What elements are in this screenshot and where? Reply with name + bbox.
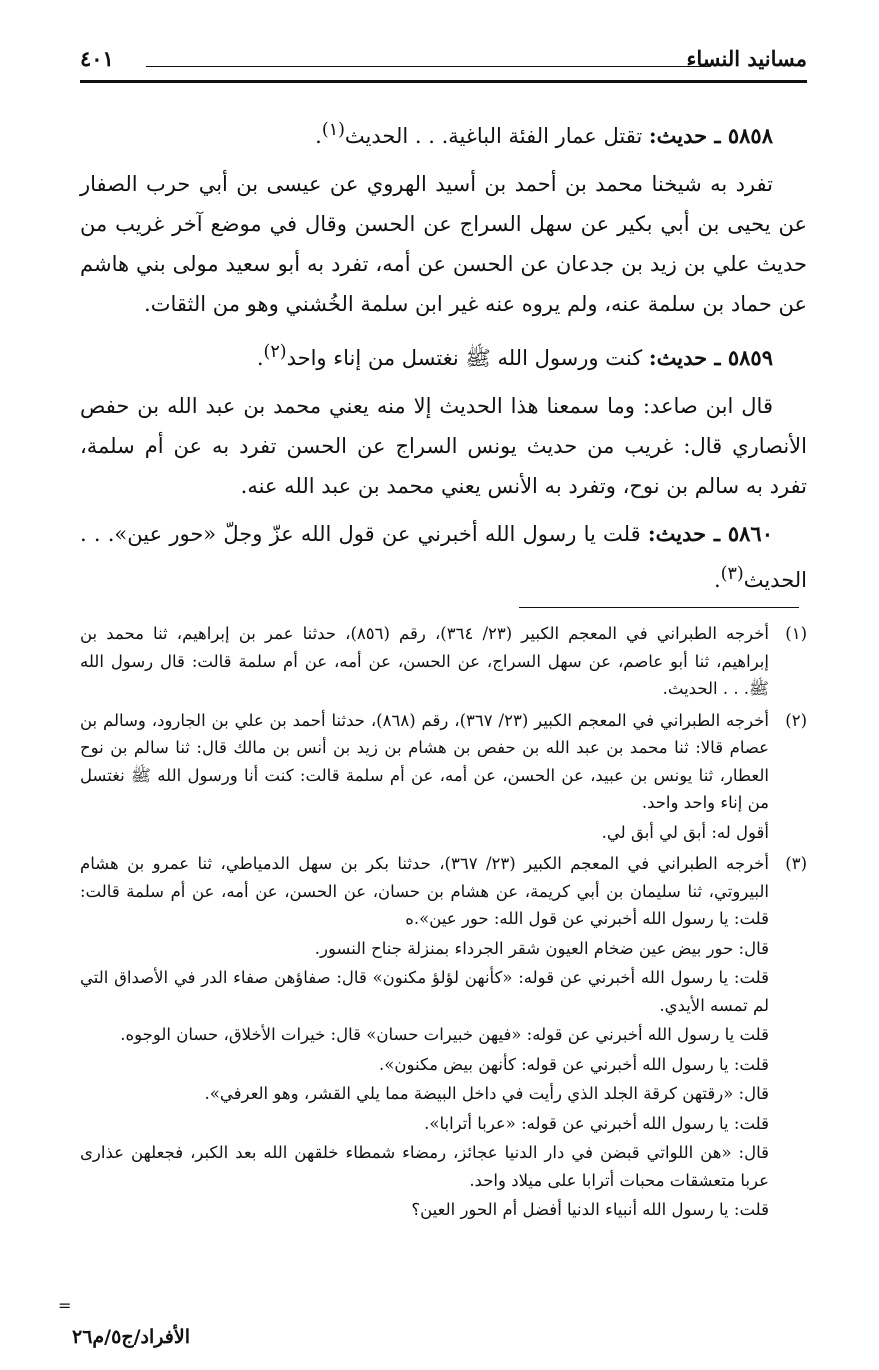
footnote-line: قلت: يا رسول الله أنبياء الدنيا أفضل أم الحور العين؟ [411,1200,769,1219]
commentary-5859: قال ابن صاعد: وما سمعنا هذا الحديث إلا منه يعني محمد بن عبد الله بن حفص الأنصاري قال: غريب من حديث يونس السراج عن الحسن تفرد به عن أم سلمة، تفرد به سالم بن نوح، وتفرد به الأنس يعني محمد بن عبد الله عنه. [80,394,807,498]
footnote-number: (٢) [785,710,807,730]
footnote-line: قال: «رقتهن كرقة الجلد الذي رأيت في داخل البيضة مما يلي القشر، وهو العرفي». [204,1084,769,1103]
footnote-text: أخرجه الطبراني في المعجم الكبير (٢٣/ ٣٦٧)، حدثنا بكر بن سهل الدمياطي، ثنا عمرو بن هشام البيروتي، ثنا سليمان بن أبي كريمة، عن هشام بن حسان، عن الحسن، عن أمه، عن أم سلمة قالت: قلت: يا رسول الله أخبرني عن قول الله: حور عين».ه [80,854,769,928]
header-title: مسانيد النساء [686,46,807,71]
footnote-note: أقول له: أبق لي أبق لي. [601,822,769,842]
running-header [80,42,807,76]
commentary-5858: تفرد به شيخنا محمد بن أحمد بن أسيد الهروي عن عيسى بن أبي حرب الصفار عن يحيى بن أبي بكير عن سهل السراج عن الحسن وقال في موضع آخر غريب من حديث علي بن زيد بن جدعان عن الحسن عن أمه، تفرد به أبو سعيد مولى بني هاشم عن حماد بن سلمة عنه، ولم يروه عنه غير ابن سلمة الخُشني وهو من الثقات. [80,172,807,316]
hadith-text: كنت ورسول الله ﷺ نغتسل من إناء واحد [286,346,649,370]
hadith-5860: ٥٨٦٠ ـ حديث: قلت يا رسول الله أخبرني عن قول الله عزّ وجلّ «حور عين». . . الحديث$^{(٣)}$. [80,521,807,592]
hadith-5858: ٥٨٥٨ ـ حديث: تقتل عمار الفئة الباغية. . . الحديث$^{(١)}$. [315,120,773,148]
footnote-line: قال: حور بيض عين ضخام العيون شقر الجرداء بمنزلة جناح النسور. [314,938,769,958]
footnote-number: (١) [785,624,807,643]
footnote-ref: (٣) [720,564,744,584]
hadith-label: ٥٨٥٩ ـ حديث: [648,345,773,370]
footnote-ref: (١) [321,120,345,140]
footnote-3 [80,850,807,1224]
footnote-line: قلت: يا رسول الله أخبرني عن قوله: «عربا أترابا». [424,1113,769,1133]
footnote-ref: (٢) [263,342,287,362]
footnote-line: قلت: يا رسول الله أخبرني عن قوله: كأنهن بيض مكنون». [379,1054,769,1074]
footnote-number: (٣) [785,854,807,873]
hadith-text: قلت يا رسول الله أخبرني عن قول الله عزّ وجلّ «حور عين». . . الحديث [80,522,807,592]
footnote-line: قال: «هن اللواتي قبضن في دار الدنيا عجائز، رمضاء شمطاء خلقهن الله بعد الكبر، فجعلهن عذارى عربا متعشقات محبات أترابا على ميلاد واحد. [80,1143,769,1190]
page-footer [58,1296,799,1356]
header-dash-line [146,66,711,67]
hadith-text: تقتل عمار الفئة الباغية. . . الحديث [344,124,649,148]
footnote-line: قلت يا رسول الله أخبرني عن قوله: «فيهن خبيرات حسان» قال: خيرات الأخلاق، حسان الوجوه. [120,1025,769,1044]
footnotes [80,620,807,1228]
header-rule [80,80,807,83]
footnote-line: قلت: يا رسول الله أخبرني عن قوله: «كأنهن لؤلؤ مكنون» قال: صفاؤهن صفاء الدر في الأصداق التي لم تمسه الأيدي. [80,968,769,1015]
signature-mark: الأفراد/ج٥/م٢٦ [72,1326,190,1348]
hadith-5859: ٥٨٥٩ ـ حديث: كنت ورسول الله ﷺ نغتسل من إناء واحد$^{(٢)}$. [256,342,773,370]
footnote-separator [519,607,799,608]
footnote-2 [80,707,807,847]
main-text [80,110,807,600]
footnote-text: أخرجه الطبراني في المعجم الكبير (٢٣/ ٣٦٧)، رقم (٨٦٨)، حدثنا أحمد بن علي بن الجارود، وسالم بن عصام قالا: ثنا محمد بن عبد الله بن حفص بن هشام بن زيد بن أنس بن مالك قال: ثنا سالم بن نوح العطار، ثنا يونس بن عبيد، عن الحسن، عن أمه، عن أم سلمة قالت: كنت أنا ورسول الله ﷺ نغتسل من إناء واحد واحد. [80,710,769,812]
hadith-label: ٥٨٥٨ ـ حديث: [648,123,773,148]
page-number: ٤٠١ [80,46,114,71]
footnote-text: أخرجه الطبراني في المعجم الكبير (٢٣/ ٣٦٤)، رقم (٨٥٦)، حدثنا عمر بن إبراهيم، ثنا محمد بن إبراهيم، ثنا أبو عاصم، عن سهل السراج، عن الحسن، عن أمه، عن أم سلمة قالت: قال رسول الله ﷺ. . . الحديث. [80,624,769,698]
footnote-1 [80,620,807,703]
hadith-label: ٥٨٦٠ ـ حديث: [647,521,773,546]
continuation-mark: = [58,1296,72,1315]
